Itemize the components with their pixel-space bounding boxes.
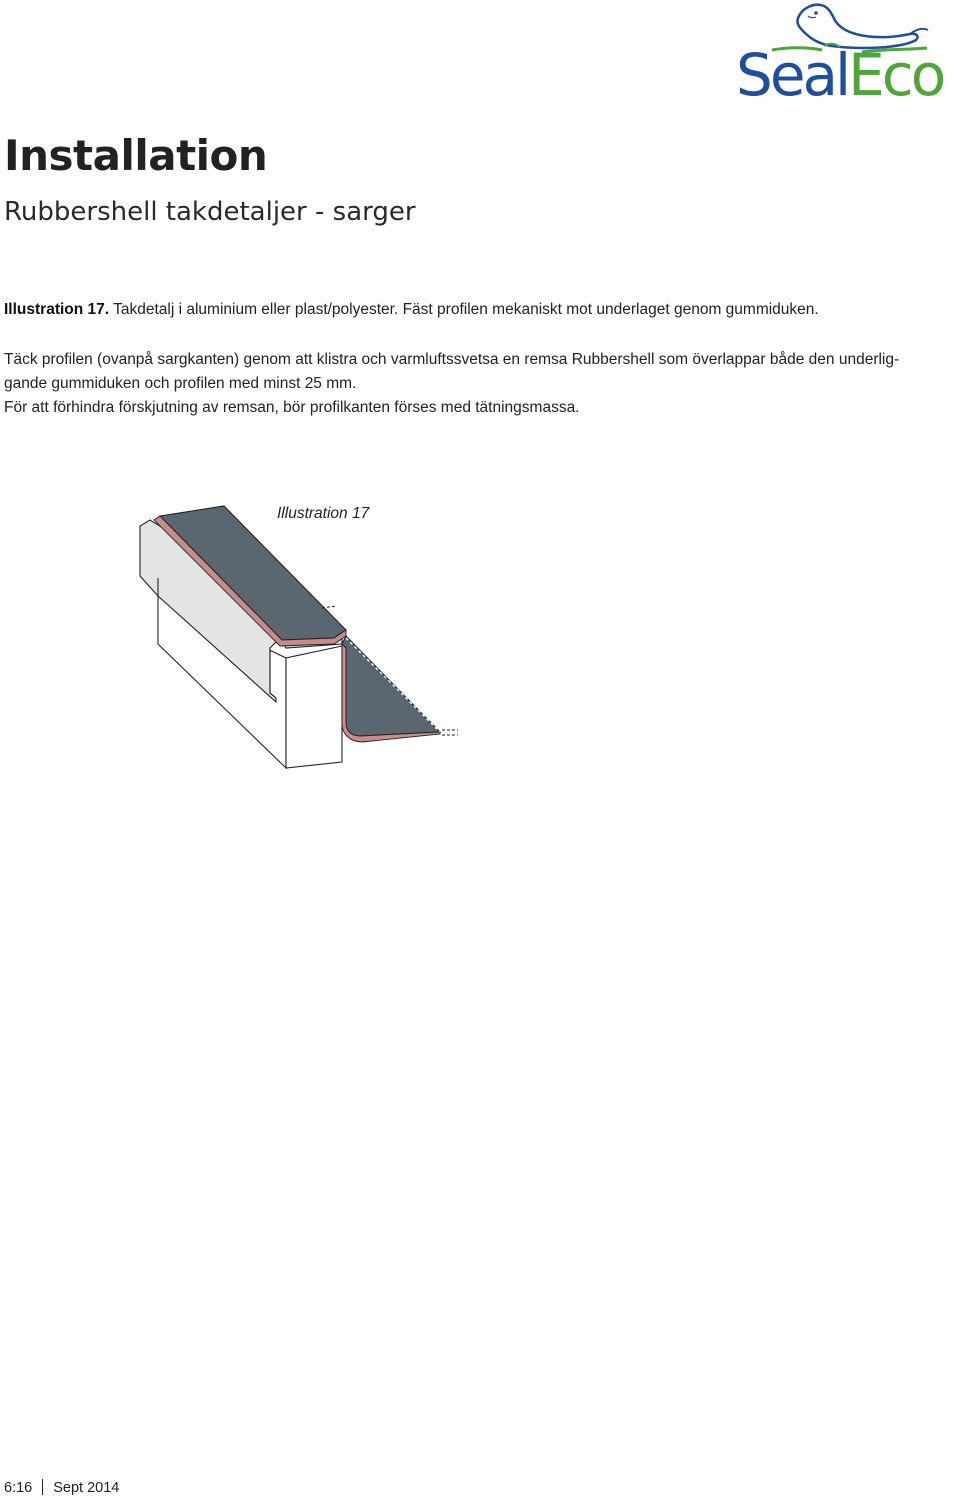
illustration-label: Illustration 17 xyxy=(277,505,370,522)
caption-text: Takdetalj i aluminium eller plast/polyester. Fäst profilen mekaniskt mot underlaget genom gummiduken. xyxy=(109,301,819,318)
footer-divider xyxy=(42,1479,43,1495)
page-footer xyxy=(4,1478,119,1498)
page-subtitle: Rubbershell takdetaljer - sarger xyxy=(4,197,416,227)
logo-word-seal: Seal xyxy=(736,41,849,109)
instruction-paragraph xyxy=(4,348,954,420)
logo-word-eco: Eco xyxy=(848,41,944,109)
page-number: 6:16 xyxy=(4,1480,33,1496)
rubber-membrane xyxy=(342,636,440,736)
page-title: Installation xyxy=(4,131,268,180)
illustration-caption xyxy=(4,298,819,322)
paragraph-line-1: Täck profilen (ovanpå sargkanten) genom att klistra och varmluftssvetsa en remsa Rubbershell som överlappar både den underlig- xyxy=(4,351,900,368)
roof-edge-illustration xyxy=(120,498,480,778)
sealeco-logo xyxy=(736,0,958,112)
logo-wordmark xyxy=(736,41,944,109)
caption-lead: Illustration 17. xyxy=(4,301,110,318)
paragraph-line-3: För att förhindra förskjutning av remsan, bör profilkanten förses med tätningsmassa. xyxy=(4,399,580,416)
profile-front-face xyxy=(286,646,342,768)
paragraph-line-2: gande gummiduken och profilen med minst 25 mm. xyxy=(4,375,357,392)
footer-date: Sept 2014 xyxy=(53,1480,120,1496)
